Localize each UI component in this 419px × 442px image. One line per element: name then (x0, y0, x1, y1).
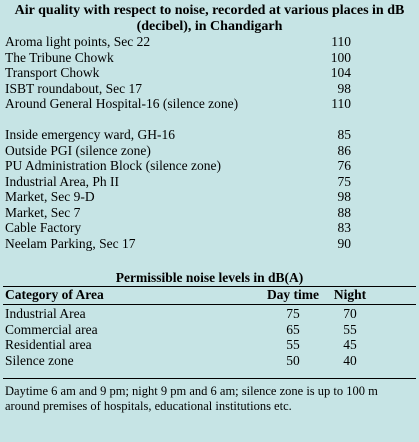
limit-night: 70 (343, 306, 357, 321)
reading-db: 75 (337, 173, 351, 189)
limit-category: Industrial Area (5, 306, 86, 321)
header-day: Day time (266, 287, 320, 302)
limit-night: 55 (343, 321, 357, 337)
header-category: Category of Area (5, 287, 104, 302)
footnote: Daytime 6 am and 9 pm; night 9 pm and 6 am; silence zone is up to 100 m around premises of hospitals, educational institutions etc. (5, 384, 378, 413)
reading-db: 85 (337, 127, 351, 142)
reading-db: 83 (337, 220, 351, 235)
reading-row (5, 81, 405, 97)
limits-header-row (0, 286, 419, 304)
divider-line (3, 378, 416, 379)
reading-db: 100 (330, 49, 351, 65)
reading-row (5, 158, 405, 174)
divider-line (3, 304, 416, 305)
limit-night: 40 (343, 352, 357, 368)
reading-db: 98 (337, 189, 351, 204)
limits-row (0, 306, 419, 322)
reading-place: The Tribune Chowk (5, 49, 114, 65)
reading-db: 104 (330, 65, 351, 80)
limit-day: 55 (286, 337, 300, 352)
limit-category: Commercial area (5, 321, 98, 337)
limits-row (0, 337, 419, 353)
reading-place: Market, Sec 9-D (5, 189, 95, 204)
noise-readings-list (5, 34, 405, 251)
infobox-title: Air quality with respect to noise, recorded at various places in dB (decibel), in Chandigarh (14, 3, 405, 34)
reading-place: Cable Factory (5, 220, 82, 235)
limit-day: 50 (286, 352, 300, 368)
limits-row (0, 353, 419, 369)
reading-row (5, 143, 405, 159)
reading-row (5, 205, 405, 221)
reading-row (5, 174, 405, 190)
reading-row (5, 96, 405, 127)
reading-db: 86 (337, 142, 351, 158)
limits-row (0, 322, 419, 338)
limits-title: Permissible noise levels in dB(A) (115, 270, 304, 285)
limit-day: 65 (286, 321, 300, 337)
reading-row (5, 34, 405, 50)
reading-place: Transport Chowk (5, 65, 100, 80)
reading-place: Industrial Area, Ph II (5, 173, 119, 189)
reading-row (5, 220, 405, 236)
reading-row (5, 65, 405, 81)
limit-day: 75 (286, 306, 300, 321)
limit-category: Residential area (5, 337, 92, 352)
reading-row (5, 127, 405, 143)
reading-db: 110 (331, 96, 351, 111)
reading-place: Market, Sec 7 (5, 204, 81, 220)
reading-place: PU Administration Block (silence zone) (5, 158, 221, 173)
limit-night: 45 (343, 337, 357, 352)
permissible-limits-table (0, 286, 419, 368)
reading-place: Around General Hospital-16 (silence zone) (5, 96, 239, 111)
reading-place: Aroma light points, Sec 22 (5, 34, 151, 49)
reading-db: 110 (331, 34, 351, 49)
reading-place: Neelam Parking, Sec 17 (5, 235, 136, 251)
reading-row (5, 189, 405, 205)
reading-row (5, 236, 405, 252)
header-night: Night (333, 287, 367, 302)
limit-category: Silence zone (5, 352, 74, 368)
reading-row (5, 50, 405, 66)
reading-place: ISBT roundabout, Sec 17 (5, 80, 142, 96)
reading-place: Outside PGI (silence zone) (5, 142, 151, 158)
reading-db: 88 (337, 204, 351, 220)
reading-db: 90 (337, 235, 351, 251)
reading-db: 76 (337, 158, 351, 173)
reading-db: 98 (337, 80, 351, 96)
reading-place: Inside emergency ward, GH-16 (5, 127, 175, 142)
